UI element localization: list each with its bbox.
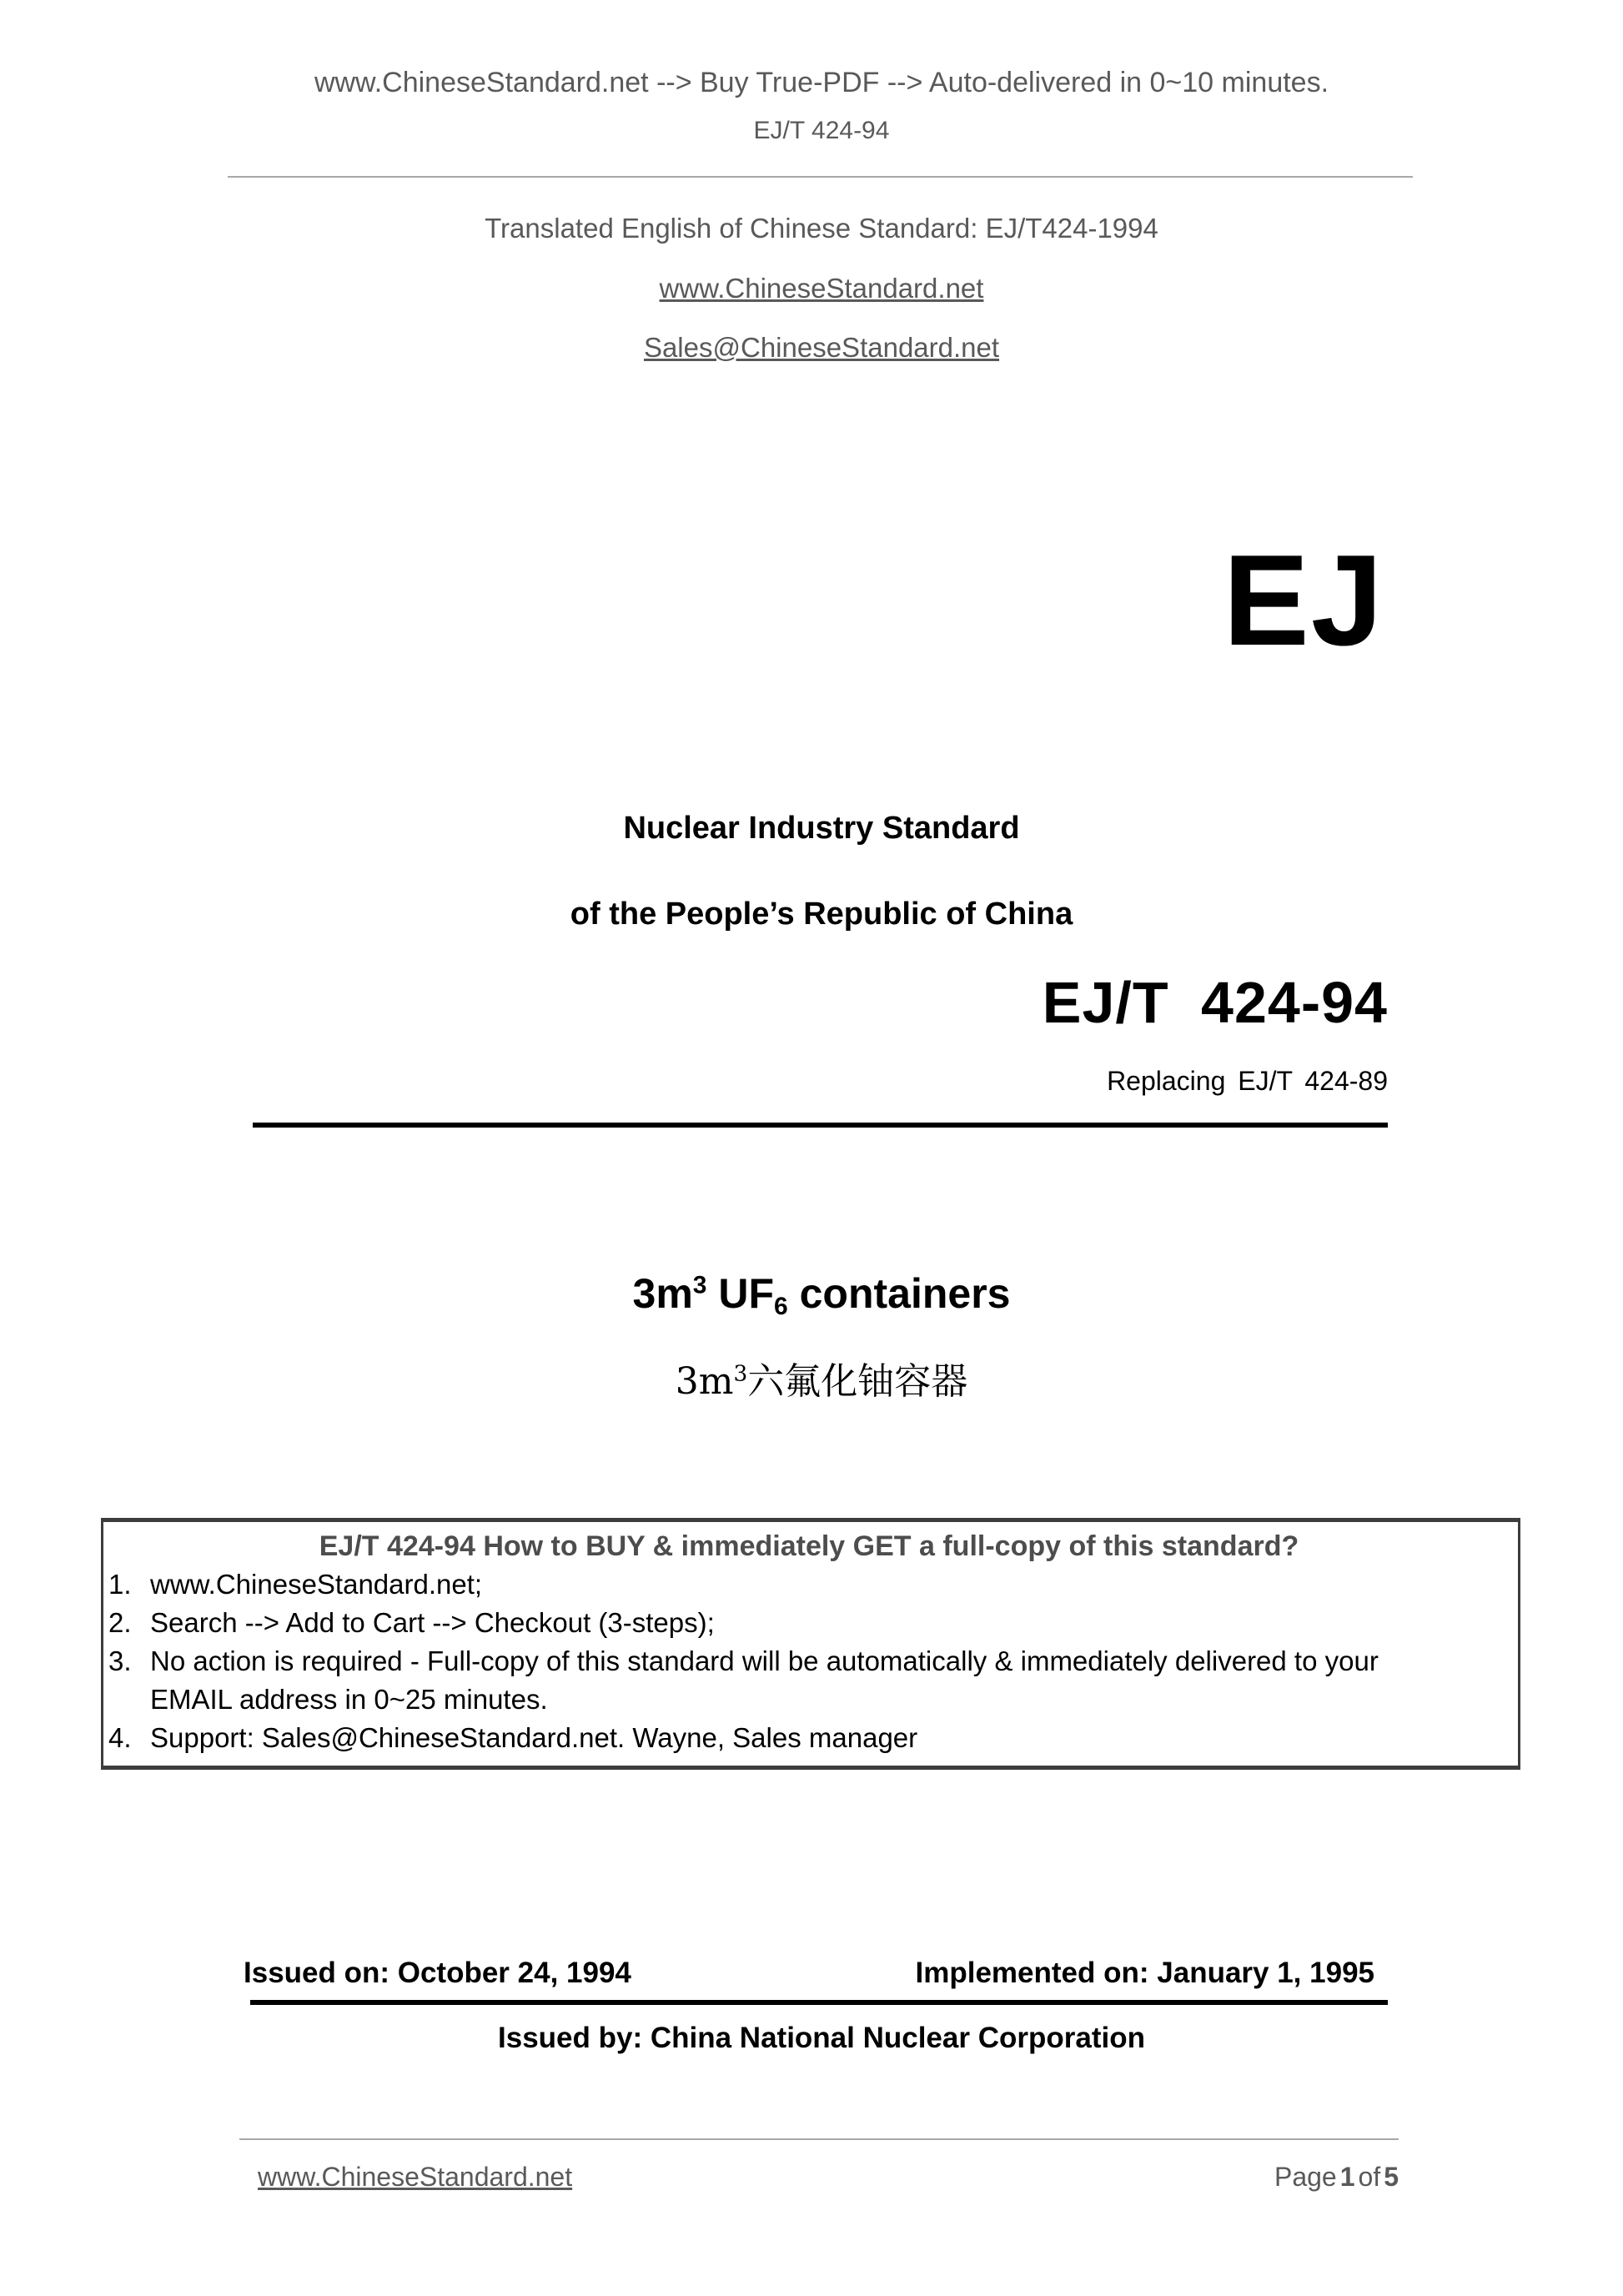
dates-row (244, 1957, 1374, 1990)
buy-step-1-number: 1. (108, 1569, 132, 1600)
org-line2: of the People’s Republic of China (570, 897, 1073, 932)
dates-divider (250, 2000, 1388, 2005)
email-link[interactable]: Sales@ChineseStandard.net (643, 332, 1000, 363)
buy-step-1 (108, 1565, 1510, 1604)
translated-title: Translated English of Chinese Standard: EJ/T424-1994 (485, 213, 1158, 244)
title-en-part2: UF (706, 1270, 775, 1317)
document-title-en (108, 1269, 1535, 1318)
website-link-wrap (108, 273, 1535, 304)
page-number (1271, 2162, 1399, 2193)
issued-by: Issued by: China National Nuclear Corporation (498, 2022, 1145, 2054)
title-cn-superscript: 3 (733, 1360, 748, 1387)
page-total: 5 (1384, 2162, 1399, 2192)
title-en-part1: 3m (632, 1270, 693, 1317)
header-standard-code: EJ/T 424-94 (753, 117, 890, 144)
footer-site-link[interactable]: www.ChineseStandard.net (258, 2162, 573, 2192)
page-label: Page (1274, 2162, 1337, 2192)
buy-step-3-text: No action is required - Full-copy of this standard will be automatically & immediately delivered to your EMAIL address in 0~25 minutes. (150, 1645, 1379, 1715)
issued-on-date: Issued on: October 24, 1994 (244, 1957, 631, 1989)
buy-step-3 (108, 1642, 1510, 1719)
buy-step-4-text[interactable]: Support: Sales@ChineseStandard.net. Wayne, Sales manager (150, 1722, 918, 1753)
footer-divider (239, 2138, 1399, 2140)
header-divider (228, 176, 1413, 178)
page-current: 1 (1339, 2162, 1355, 2192)
buy-step-2 (108, 1604, 1510, 1642)
org-line1: Nuclear Industry Standard (623, 811, 1020, 846)
website-link[interactable]: www.ChineseStandard.net (659, 273, 984, 304)
title-en-superscript: 3 (692, 1271, 707, 1299)
title-en-subscript: 6 (774, 1292, 788, 1320)
title-cn-part2: 六氟化铀容器 (747, 1360, 968, 1403)
buy-step-2-number: 2. (108, 1607, 132, 1638)
title-cn-part1: 3m (675, 1360, 734, 1403)
standard-code-big: EJ/T 424-94 (1042, 970, 1388, 1035)
buy-step-3-number: 3. (108, 1645, 132, 1676)
page-of-label: of (1358, 2162, 1381, 2192)
buy-step-2-text: Search --> Add to Cart --> Checkout (3-steps); (150, 1607, 715, 1638)
implemented-on-date: Implemented on: January 1, 1995 (915, 1957, 1374, 1989)
title-divider (253, 1123, 1388, 1128)
document-title-cn (108, 1351, 1535, 1404)
email-link-wrap (108, 332, 1535, 364)
ej-logo: EJ (1223, 528, 1384, 672)
buy-step-4-number: 4. (108, 1722, 132, 1753)
buy-step-1-text[interactable]: www.ChineseStandard.net; (150, 1569, 483, 1600)
buy-step-4 (108, 1719, 1510, 1757)
header-buy-line: www.ChineseStandard.net --> Buy True-PDF --> Auto-delivered in 0~10 minutes. (314, 67, 1329, 98)
title-en-part3: containers (787, 1270, 1011, 1317)
footer (258, 2162, 1399, 2193)
how-to-buy-box (101, 1518, 1520, 1770)
replacing-note: Replacing EJ/T 424-89 (1107, 1066, 1388, 1096)
how-to-buy-heading: EJ/T 424-94 How to BUY & immediately GET a full-copy of this standard? (319, 1530, 1299, 1562)
